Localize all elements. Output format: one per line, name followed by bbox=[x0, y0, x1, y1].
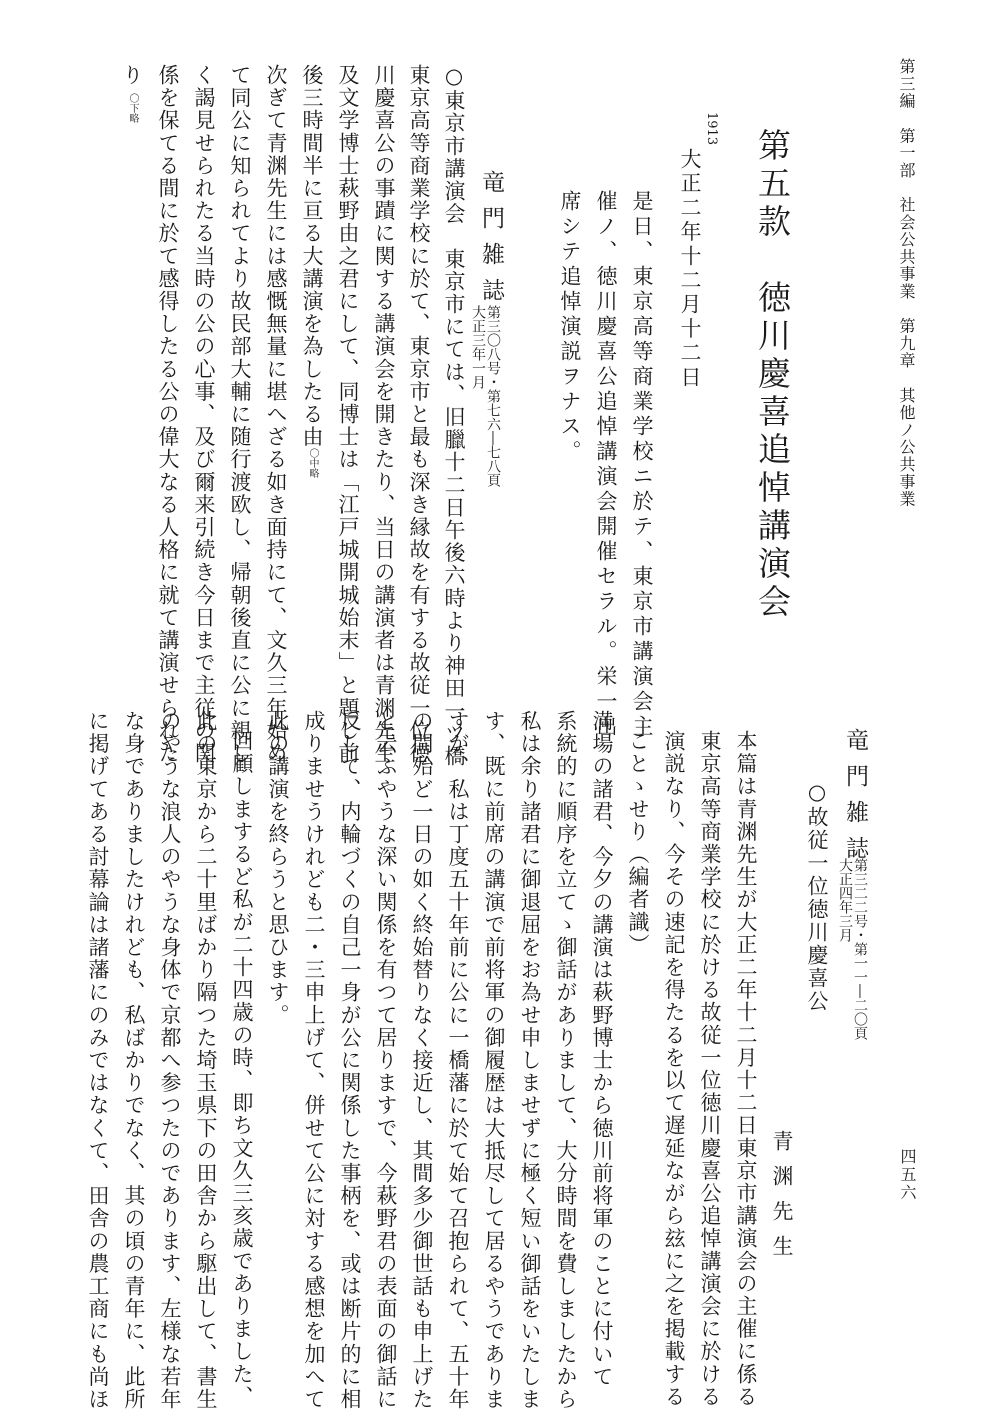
source2-body-line: 系統的に順序を立てゝ御話がありまして、大分時間を費しましたから bbox=[554, 710, 578, 1411]
source2-body-line: 此の東京から二十里ばかり隔つた埼玉県下の田舎から駆出して、書生 bbox=[194, 710, 218, 1411]
source1-body-line: 東京高等商業学校に於て、東京市と最も深き縁故を有する故従一位徳 bbox=[407, 64, 431, 765]
source1-name: 竜門雑誌 bbox=[478, 170, 504, 314]
source2-body-line: 東京高等商業学校に於ける故従一位徳川慶喜公追悼講演会に於ける bbox=[698, 730, 722, 1408]
source2-body-line: 満場の諸君、今夕の講演は萩野博士から徳川前将軍のことに付いて bbox=[590, 710, 614, 1388]
source2-ref-1: 第三二二号・第一一―二〇頁 bbox=[852, 858, 868, 1040]
source2-body-line: 私は余り諸君に御退屈をお為せ申しませずに極く短い御話をいたしま bbox=[518, 710, 542, 1411]
source1-body-text: り bbox=[120, 64, 144, 87]
source2-body-line: に掲げてある討幕論は諸藩にのみではなくて、田舎の農工商にも尚ほ bbox=[86, 710, 110, 1411]
source2-body-line: な身でありましたけれども、私ばかりでなく、其の頃の青年に、此所 bbox=[122, 710, 146, 1411]
section-body-line: 席シテ追悼演説ヲナス。 bbox=[558, 190, 582, 465]
source2-subtitle: ○故従一位徳川慶喜公 bbox=[805, 780, 829, 1013]
source2-body-line: のやうな浪人のやうな身体で京都へ参つたのであります、左様な若年 bbox=[158, 710, 182, 1411]
source2-body-line: 成りませうけれども二・三申上げて、併せて公に対する感想を加へて bbox=[302, 710, 326, 1411]
source1-ref-2: 大正三年一月 bbox=[470, 305, 486, 389]
source2-body-line: 反して、内輪づくの自己一身が公に関係した事柄を、或は断片的に相 bbox=[338, 710, 362, 1411]
source2-body-line: 演説なり、今その速記を得たるを以て遅延ながら玆に之を掲載する bbox=[662, 730, 686, 1408]
source1-note-end: 〇下略 bbox=[127, 92, 138, 123]
year-note: 1913 bbox=[704, 112, 719, 146]
source2-body-line: 此の講演を終らうと思ひます。 bbox=[266, 710, 290, 1027]
source1-body-line: て同公に知られてより故民部大輔に随行渡欧し、帰朝後直に公に親し bbox=[228, 64, 252, 765]
section-date: 大正二年十二月十二日 bbox=[678, 148, 702, 390]
source1-body-line: く謁見せられたる当時の公の心事、及び爾来引続き今日まで主従の関 bbox=[192, 64, 216, 765]
source2-body-line: すが、私は丁度五十年前に公に一橋藩に於て始て召抱られて、五十年 bbox=[446, 710, 470, 1411]
source1-body-line: 係を保てる間に於て感得したる公の偉大なる人格に就て講演せられた bbox=[156, 64, 180, 765]
source1-note-mid: 〇中略 bbox=[307, 448, 318, 479]
section-body-line: 是日、東京高等商業学校ニ於テ、東京市講演会主 bbox=[630, 190, 654, 740]
source1-body-line: ○東京市講演会 東京市にては、旧臘十二日午後六時より神田一ツ橋 bbox=[442, 64, 466, 768]
source2-body-line: の間殆ど一日の如く終始替りなく接近し、其間多少御世話も申上げた bbox=[410, 710, 434, 1411]
source1-body-text: 後三時間半に亘る大講演を為したる由 bbox=[300, 64, 324, 449]
source2-author: 青渊先生 bbox=[770, 1130, 794, 1270]
source2-body-line: 本篇は青渊先生が大正二年十二月十二日東京市講演会の主催に係る bbox=[734, 730, 758, 1408]
source2-body-line: 回顧しまするど私が二十四歳の時、即ち文久三亥歳でありました、 bbox=[230, 730, 254, 1408]
source1-body-line: 川慶喜公の事蹟に関する講演会を開きたり、当日の講演者は青渊先生 bbox=[372, 64, 396, 765]
source2-body-line: と云ふやうな深い関係を有つて居りますで、今萩野君の表面の御話に bbox=[374, 710, 398, 1411]
source2-ref-2: 大正四年三月 bbox=[837, 858, 853, 942]
source1-body-line bbox=[298, 64, 326, 478]
source1-ref-1: 第三〇八号・第七六―七八頁 bbox=[485, 305, 501, 487]
source2-name: 竜門雑誌 bbox=[842, 728, 868, 872]
source1-body-line bbox=[118, 64, 146, 123]
source1-body-line: 及文学博士萩野由之君にして、同博士は「江戸城開城始末」と題し前 bbox=[336, 64, 360, 765]
source2-body-line: ことゝせり（編者識） bbox=[626, 730, 650, 956]
source1-body-line: 次ぎて青渊先生には感慨無量に堪へざる如き面持にて、文久三年始め bbox=[264, 64, 288, 765]
section-title: 第五款 徳川慶喜追悼講演会 bbox=[753, 128, 792, 622]
source2-body-line: す、既に前席の講演で前将軍の御履歴は大抵尽して居るやうでありま bbox=[482, 710, 506, 1411]
page-number: 四五六 bbox=[898, 1148, 917, 1202]
section-body-line: 催ノ、徳川慶喜公追悼講演会開催セラル。栄一出 bbox=[594, 190, 618, 740]
running-head: 第三編 第一部 社会公共事業 第九章 其他ノ公共事業 bbox=[897, 58, 916, 508]
